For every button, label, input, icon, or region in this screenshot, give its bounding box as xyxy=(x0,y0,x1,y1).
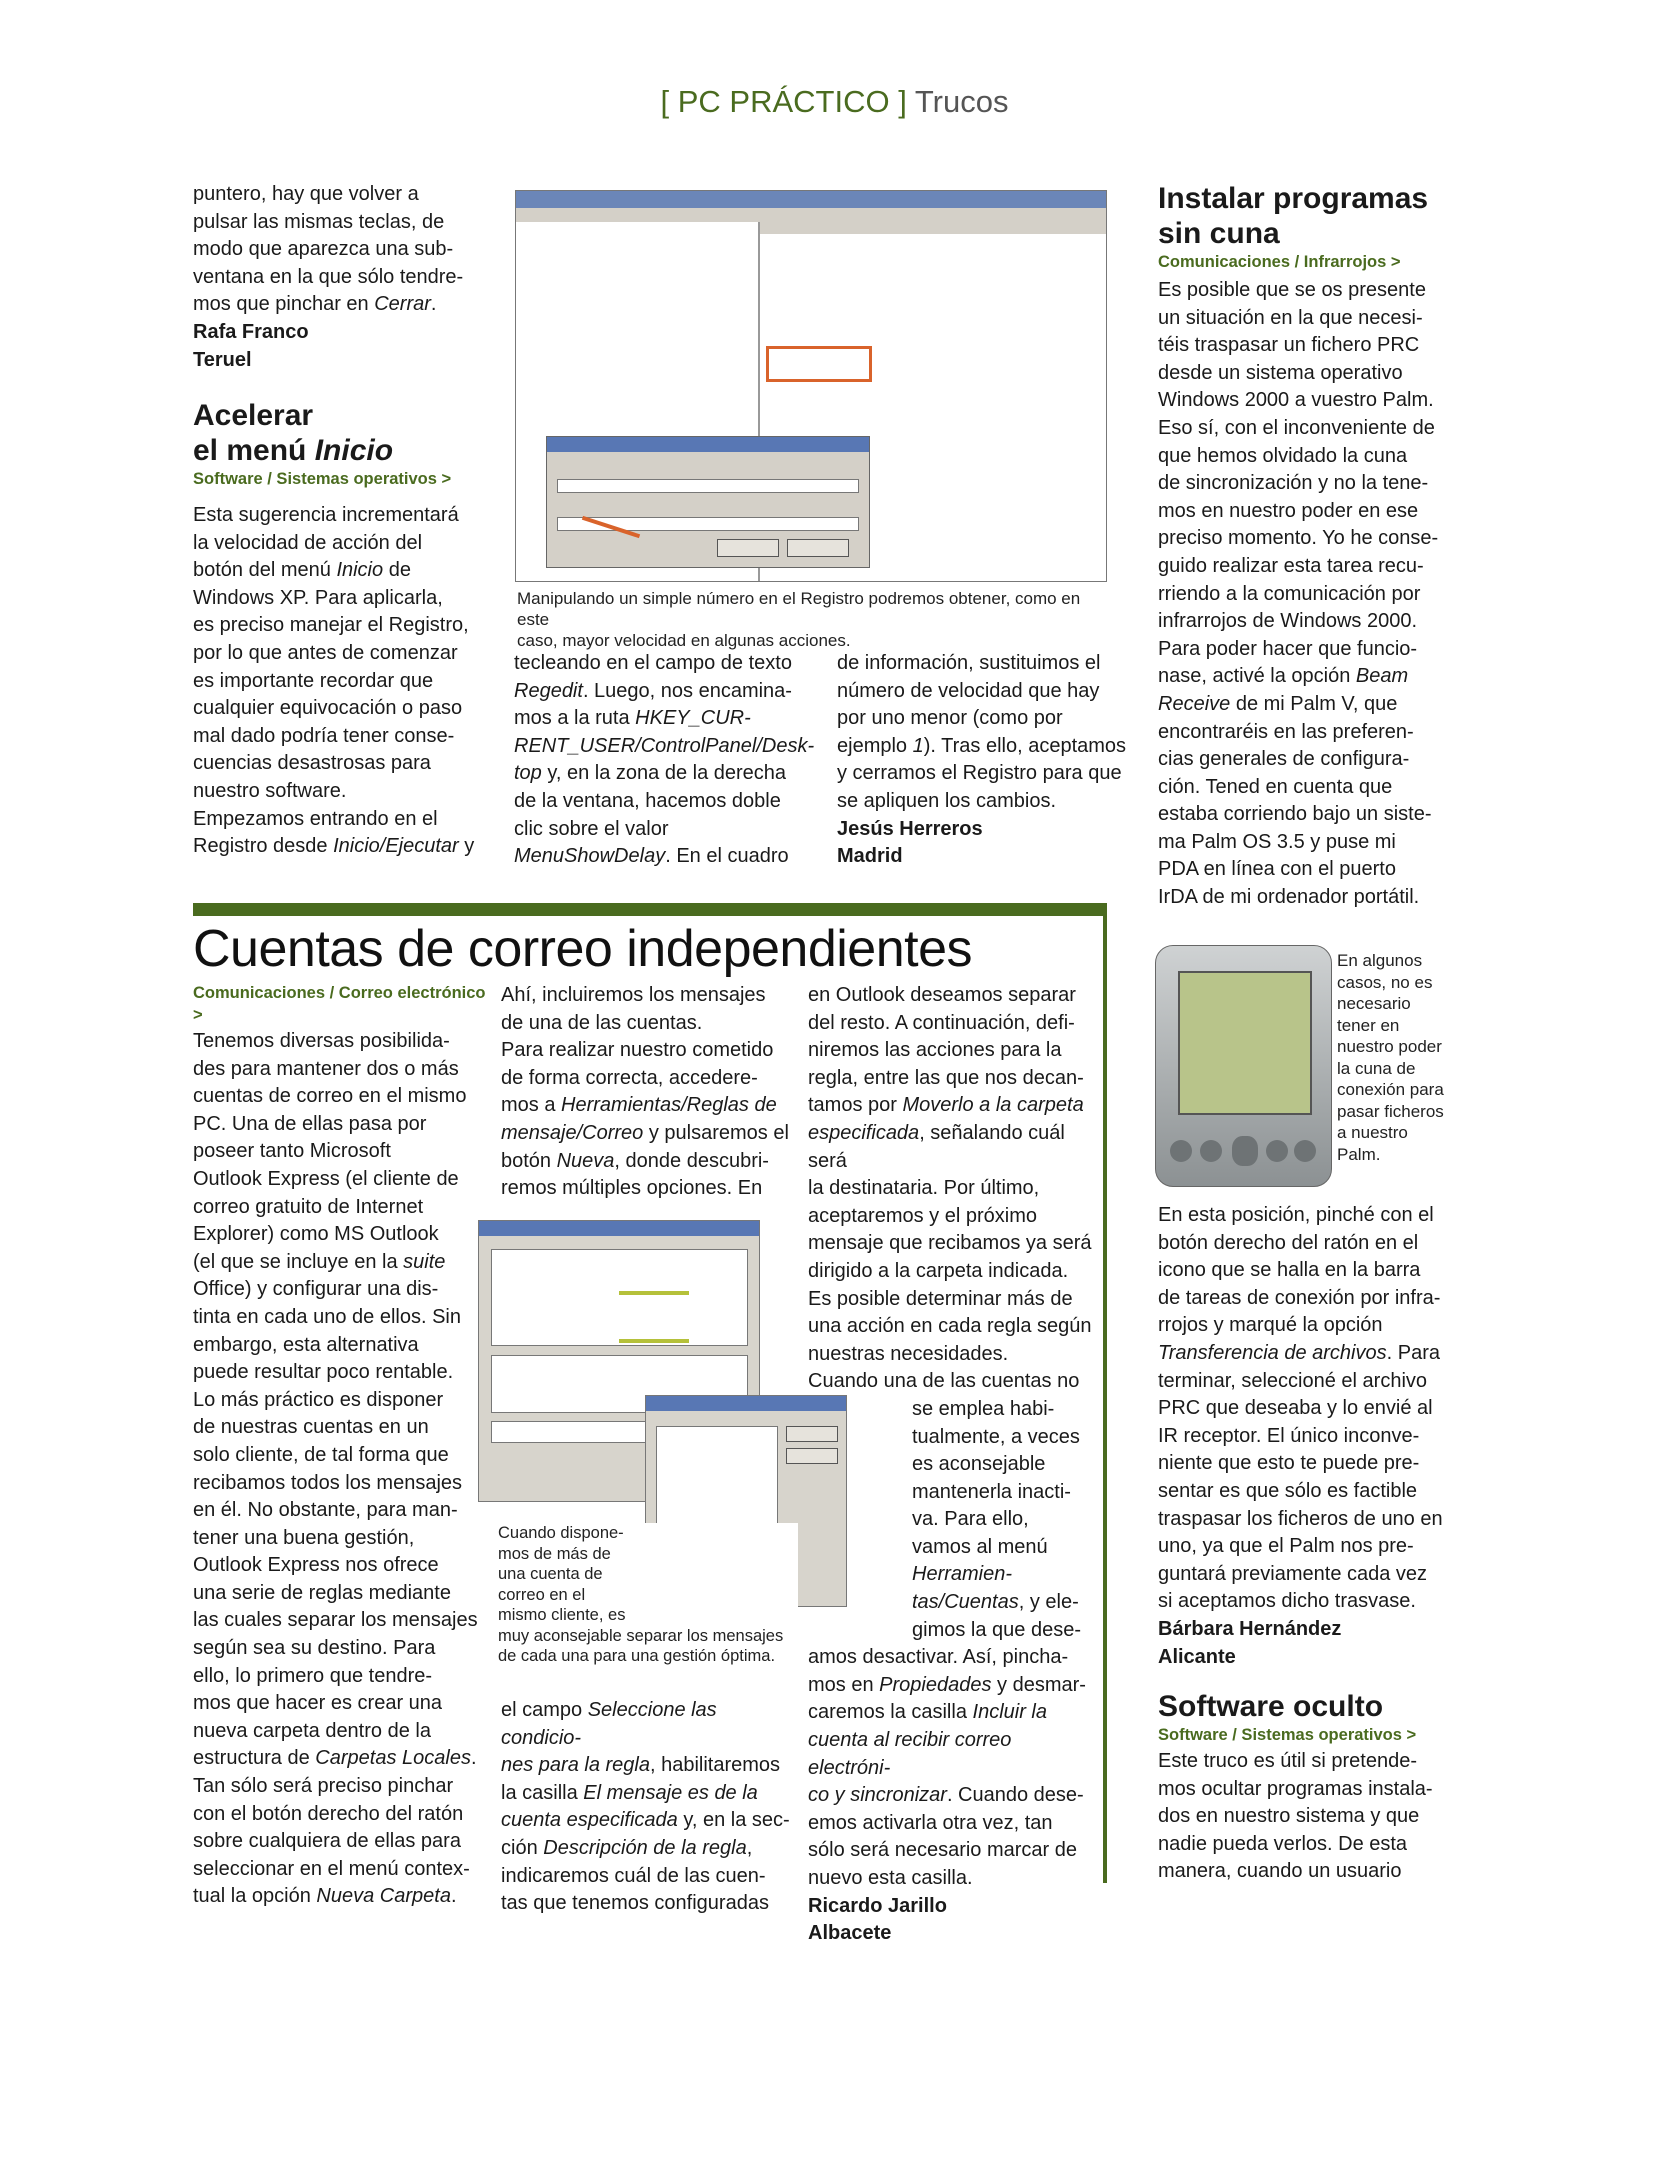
text-line: modo que aparezca una sub- xyxy=(193,238,454,261)
caption-line: caso, mayor velocidad en algunas acciones. xyxy=(517,631,851,650)
text-line: mos que hacer es crear una xyxy=(193,1692,443,1715)
article-title: Instalar programas xyxy=(1158,182,1429,215)
text-line: que hemos olvidado la cuna xyxy=(1158,444,1408,467)
text-line: la casilla El mensaje es de la xyxy=(501,1781,758,1804)
text-line: des para mantener dos o más xyxy=(193,1057,459,1080)
text-line: tecleando en el campo de texto xyxy=(514,652,792,674)
caption-line: a nuestro xyxy=(1337,1123,1408,1142)
text-line: Empezamos entrando en el xyxy=(193,807,438,830)
caption-line: mos de más de xyxy=(498,1544,611,1563)
text-line: Para poder hacer que funcio- xyxy=(1158,637,1418,660)
header-section-bracket: [ PC PRÁCTICO ] xyxy=(660,84,907,119)
text-line: dirigido a la carpeta indicada. xyxy=(808,1259,1069,1282)
text-line: Herramien- xyxy=(912,1563,1013,1586)
text-line: IrDA de mi ordenador portátil. xyxy=(1158,886,1420,909)
text-line: encontraréis en las preferen- xyxy=(1158,720,1414,743)
text-line: (el que se incluye en la suite xyxy=(193,1250,446,1273)
text-line: amos desactivar. Así, pincha- xyxy=(808,1646,1069,1669)
article-acelerar-col3 xyxy=(837,650,1137,871)
text-line: estaba corriendo bajo un siste- xyxy=(1158,803,1432,826)
text-line: emos activarla otra vez, tan xyxy=(808,1811,1053,1834)
text-line: y cerramos el Registro para que xyxy=(837,762,1122,785)
text-line: tas que tenemos configuradas xyxy=(501,1892,769,1915)
text-line: puede resultar poco rentable. xyxy=(193,1361,454,1384)
text-line: es importante recordar que xyxy=(193,669,434,692)
text-line: cuentas de correo en el mismo xyxy=(193,1085,467,1108)
text-line: es aconsejable xyxy=(912,1453,1046,1476)
text-line: botón del menú Inicio de xyxy=(193,559,411,582)
article-acelerar-col2 xyxy=(514,650,814,871)
text-line: Lo más práctico es disponer xyxy=(193,1388,444,1411)
text-line: sólo será necesario marcar de xyxy=(808,1839,1078,1862)
text-line: indicaremos cuál de las cuen- xyxy=(501,1864,766,1887)
caption-line: En algunos xyxy=(1337,951,1423,970)
author-city: Madrid xyxy=(837,845,903,868)
text-line: PC. Una de ellas pasa por xyxy=(193,1112,427,1135)
author-city: Teruel xyxy=(193,348,252,371)
article-cuentas-col3 xyxy=(808,982,1098,1948)
section-divider-vline xyxy=(1103,903,1107,1883)
palm-device-image xyxy=(1155,945,1332,1187)
caption-line: necesario xyxy=(1337,994,1411,1013)
text-line: el campo Seleccione las condicio- xyxy=(501,1699,717,1749)
text-line: se emplea habi- xyxy=(912,1397,1055,1420)
text-line: mos en Propiedades y desmar- xyxy=(808,1673,1086,1696)
category-label: Software / Sistemas operativos > xyxy=(1158,1726,1417,1745)
text-line: caremos la casilla Incluir la xyxy=(808,1701,1047,1724)
caption-line: Palm. xyxy=(1337,1144,1381,1164)
text-line: por uno menor (como por xyxy=(837,707,1063,730)
text-line: en Outlook deseamos separar xyxy=(808,984,1076,1006)
text-line: tual la opción Nueva Carpeta. xyxy=(193,1885,457,1908)
text-line: pulsar las mismas teclas, de xyxy=(193,210,445,233)
text-line: una acción en cada regla según xyxy=(808,1315,1092,1338)
text-line: mos en nuestro poder en ese xyxy=(1158,499,1419,522)
article-title: sin cuna xyxy=(1158,217,1280,250)
text-line: Este truco es útil si pretende- xyxy=(1158,1750,1418,1773)
author-name: Rafa Franco xyxy=(193,320,309,343)
category-label: Comunicaciones / Correo electrónico > xyxy=(193,984,486,1024)
text-line: poseer tanto Microsoft xyxy=(193,1140,391,1163)
category-label: Comunicaciones / Infrarrojos > xyxy=(1158,253,1401,271)
palm-caption xyxy=(1337,950,1457,1165)
text-line: aceptaremos y el próximo xyxy=(808,1204,1037,1227)
header-section-label: Trucos xyxy=(914,84,1009,119)
text-line: tinta en cada uno de ellos. Sin xyxy=(193,1305,461,1328)
text-line: desde un sistema operativo xyxy=(1158,361,1403,384)
caption-line: muy aconsejable separar los mensajes xyxy=(498,1626,784,1645)
text-line: Regedit. Luego, nos encamina- xyxy=(514,679,792,702)
section-divider-bar xyxy=(193,903,1107,916)
article-cuentas-col2 xyxy=(501,982,801,1203)
text-line: MenuShowDelay. En el cuadro xyxy=(514,845,789,868)
text-line: una serie de reglas mediante xyxy=(193,1581,451,1604)
text-line: Office) y configurar una dis- xyxy=(193,1278,439,1301)
text-line: según sea su destino. Para xyxy=(193,1637,436,1660)
text-line: correo gratuito de Internet xyxy=(193,1195,424,1218)
text-line: Ahí, incluiremos los mensajes xyxy=(501,984,766,1006)
text-line: PRC que deseaba y lo envié al xyxy=(1158,1397,1433,1420)
text-line: ejemplo 1). Tras ello, aceptamos xyxy=(837,734,1127,757)
category-label: Software / Sistemas operativos > xyxy=(193,470,452,488)
text-line: ventana en la que sólo tendre- xyxy=(193,265,464,288)
text-line: niremos las acciones para la xyxy=(808,1039,1062,1062)
article-title: Acelerar xyxy=(193,399,314,432)
text-line: uno, ya que el Palm nos pre- xyxy=(1158,1535,1414,1558)
text-line: embargo, esta alternativa xyxy=(193,1333,419,1356)
text-line: estructura de Carpetas Locales. xyxy=(193,1747,477,1770)
outlook-caption xyxy=(498,1523,798,1667)
article-title: el menú Inicio xyxy=(193,434,394,467)
text-line: es preciso manejar el Registro, xyxy=(193,614,469,637)
text-line: de la ventana, hacemos doble xyxy=(514,789,781,812)
text-line: RENT_USER/ControlPanel/Desk- xyxy=(514,734,815,757)
text-line: se apliquen los cambios. xyxy=(837,789,1057,812)
text-line: En esta posición, pinché con el xyxy=(1158,1204,1434,1226)
text-line: Para realizar nuestro cometido xyxy=(501,1039,774,1062)
author-name: Bárbara Hernández xyxy=(1158,1617,1342,1640)
text-line: téis traspasar un fichero PRC xyxy=(1158,334,1420,357)
text-line: remos múltiples opciones. En xyxy=(501,1177,763,1200)
author-name: Jesús Herreros xyxy=(837,817,983,840)
text-line: dos en nuestro sistema y que xyxy=(1158,1805,1420,1828)
text-line: si aceptamos dicho trasvase. xyxy=(1158,1590,1416,1613)
text-line: va. Para ello, xyxy=(912,1508,1029,1531)
text-line: de tareas de conexión por infra- xyxy=(1158,1286,1441,1309)
text-line: Transferencia de archivos. Para xyxy=(1158,1341,1440,1364)
text-line: de información, sustituimos el xyxy=(837,652,1101,674)
text-line: botón Nueva, donde descubri- xyxy=(501,1149,769,1172)
text-line: Cuando una de las cuentas no xyxy=(808,1370,1080,1393)
text-line: Esta sugerencia incrementará xyxy=(193,504,459,526)
text-line: Explorer) como MS Outlook xyxy=(193,1223,439,1246)
text-line: solo cliente, de tal forma que xyxy=(193,1443,449,1466)
text-line: del resto. A continuación, defi- xyxy=(808,1011,1075,1034)
text-line: rrojos y marqué la opción xyxy=(1158,1314,1383,1337)
text-line: gimos la que dese- xyxy=(912,1618,1081,1641)
text-line: mos que pinchar en Cerrar. xyxy=(193,293,437,316)
text-line: mensaje que recibamos ya será xyxy=(808,1232,1092,1255)
text-line: Outlook Express nos ofrece xyxy=(193,1554,439,1577)
article-acelerar-col1 xyxy=(193,398,483,861)
text-line: mos ocultar programas instala- xyxy=(1158,1777,1433,1800)
text-line: traspasar los ficheros de uno en xyxy=(1158,1507,1443,1530)
text-line: cuenta al recibir correo electróni- xyxy=(808,1729,1012,1779)
text-line: Receive de mi Palm V, que xyxy=(1158,692,1398,715)
text-line: un situación en la que necesi- xyxy=(1158,306,1423,329)
text-line: de una de las cuentas. xyxy=(501,1011,703,1034)
text-line: Outlook Express (el cliente de xyxy=(193,1167,459,1190)
text-line: de sincronización y no la tene- xyxy=(1158,472,1429,495)
article-cuentas-col2-cont xyxy=(501,1697,801,1918)
text-line: Tenemos diversas posibilida- xyxy=(193,1030,450,1052)
text-line: regla, entre las que nos decan- xyxy=(808,1066,1084,1089)
text-line: en él. No obstante, para man- xyxy=(193,1499,458,1522)
text-line: mos a la ruta HKEY_CUR- xyxy=(514,707,751,730)
caption-line: conexión para xyxy=(1337,1080,1444,1099)
caption-line: tener en xyxy=(1337,1015,1400,1035)
text-line: especificada, señalando cuál será xyxy=(808,1121,1065,1172)
text-line: ción. Tened en cuenta que xyxy=(1158,775,1393,798)
text-line: nase, activé la opción Beam xyxy=(1158,665,1409,688)
page-header xyxy=(0,84,1669,120)
text-line: sobre cualquiera de ellas para xyxy=(193,1830,461,1853)
text-line: clic sobre el valor xyxy=(514,817,669,840)
text-line: Windows XP. Para aplicarla, xyxy=(193,586,443,609)
caption-line: correo en el xyxy=(498,1585,586,1604)
article-instalar-cont xyxy=(1158,1202,1458,1886)
text-line: IR receptor. El único inconve- xyxy=(1158,1424,1420,1447)
text-line: Tan sólo será preciso pinchar xyxy=(193,1775,454,1798)
text-line: nuestras necesidades. xyxy=(808,1342,1009,1365)
caption-line: una cuenta de xyxy=(498,1565,603,1583)
feature-title: Cuentas de correo independientes xyxy=(193,920,973,978)
text-line: rriendo a la comunicación por xyxy=(1158,582,1421,605)
text-line: vamos al menú xyxy=(912,1535,1048,1558)
article-tail-col1 xyxy=(193,181,478,374)
text-line: botón derecho del ratón en el xyxy=(1158,1231,1419,1254)
text-line: mal dado podría tener conse- xyxy=(193,724,455,747)
text-line: mantenerla inacti- xyxy=(912,1480,1071,1503)
text-line: seleccionar en el menú contex- xyxy=(193,1857,470,1880)
text-line: preciso momento. Yo he conse- xyxy=(1158,527,1439,550)
caption-line: pasar ficheros xyxy=(1337,1101,1444,1121)
text-line: Es posible que se os presente xyxy=(1158,279,1426,301)
text-line: cuenta especificada y, en la sec- xyxy=(501,1809,790,1832)
text-line: número de velocidad que hay xyxy=(837,679,1100,702)
text-line: nes para la regla, habilitaremos xyxy=(501,1754,781,1777)
text-line: la velocidad de acción del xyxy=(193,531,423,554)
article-cuentas-col1 xyxy=(193,982,493,1911)
text-line: Es posible determinar más de xyxy=(808,1287,1073,1310)
text-line: nueva carpeta dentro de la xyxy=(193,1719,431,1742)
text-line: ción Descripción de la regla, xyxy=(501,1836,753,1859)
text-line: sentar es que sólo es factible xyxy=(1158,1479,1418,1502)
text-line: nuestro software. xyxy=(193,779,347,802)
text-line: las cuales separar los mensajes xyxy=(193,1609,478,1632)
registry-caption xyxy=(517,588,1107,651)
text-line: top y, en la zona de la derecha xyxy=(514,762,787,785)
text-line: ello, lo primero que tendre- xyxy=(193,1664,433,1687)
text-line: Eso sí, con el inconveniente de xyxy=(1158,416,1435,439)
text-line: guido realizar esta tarea recu- xyxy=(1158,554,1424,577)
text-line: recibamos todos los mensajes xyxy=(193,1471,463,1494)
registry-editor-screenshot xyxy=(515,190,1107,582)
text-line: mos a Herramientas/Reglas de xyxy=(501,1094,777,1117)
author-city: Albacete xyxy=(808,1922,892,1945)
text-line: co y sincronizar. Cuando dese- xyxy=(808,1784,1084,1807)
text-line: tener una buena gestión, xyxy=(193,1526,415,1549)
text-line: infrarrojos de Windows 2000. xyxy=(1158,610,1418,633)
text-line: tamos por Moverlo a la carpeta xyxy=(808,1094,1084,1117)
author-name: Ricardo Jarillo xyxy=(808,1894,947,1917)
caption-line: la cuna de xyxy=(1337,1058,1416,1078)
caption-line: de cada una para una gestión óptima. xyxy=(498,1647,776,1665)
text-line: terminar, seleccioné el archivo xyxy=(1158,1369,1428,1392)
text-line: por lo que antes de comenzar xyxy=(193,641,458,664)
text-line: cualquier equivocación o paso xyxy=(193,697,463,720)
text-line: manera, cuando un usuario xyxy=(1158,1860,1402,1883)
text-line: Windows 2000 a vuestro Palm. xyxy=(1158,389,1434,412)
caption-line: casos, no es xyxy=(1337,972,1433,992)
text-line: mensaje/Correo y pulsaremos el xyxy=(501,1121,789,1144)
article-title: Software oculto xyxy=(1158,1690,1384,1724)
text-line: la destinataria. Por último, xyxy=(808,1177,1040,1200)
text-line: ma Palm OS 3.5 y puse mi xyxy=(1158,830,1396,853)
text-line: cuencias desastrosas para xyxy=(193,752,431,775)
text-line: niente que esto te puede pre- xyxy=(1158,1452,1420,1475)
text-line: cias generales de configura- xyxy=(1158,748,1410,771)
text-line: de nuestras cuentas en un xyxy=(193,1416,429,1439)
text-line: nadie pueda verlos. De esta xyxy=(1158,1832,1408,1855)
caption-line: Cuando dispone- xyxy=(498,1524,624,1542)
edit-string-dialog xyxy=(546,436,870,568)
text-line: icono que se halla en la barra xyxy=(1158,1259,1421,1282)
article-instalar xyxy=(1158,181,1458,912)
caption-line: nuestro poder xyxy=(1337,1037,1442,1056)
text-line: guntará previamente cada vez xyxy=(1158,1562,1428,1585)
text-line: de forma correcta, accedere- xyxy=(501,1066,758,1089)
author-city: Alicante xyxy=(1158,1645,1236,1668)
text-line: PDA en línea con el puerto xyxy=(1158,858,1396,881)
text-line: Registro desde Inicio/Ejecutar y xyxy=(193,835,475,858)
caption-line: mismo cliente, es xyxy=(498,1606,626,1624)
text-line: con el botón derecho del ratón xyxy=(193,1802,464,1825)
caption-line: Manipulando un simple número en el Registro podremos obtener, como en este xyxy=(517,589,1081,629)
text-line: puntero, hay que volver a xyxy=(193,183,419,205)
text-line: tualmente, a veces xyxy=(912,1425,1080,1448)
text-line: tas/Cuentas, y ele- xyxy=(912,1591,1079,1614)
text-line: nuevo esta casilla. xyxy=(808,1867,973,1889)
